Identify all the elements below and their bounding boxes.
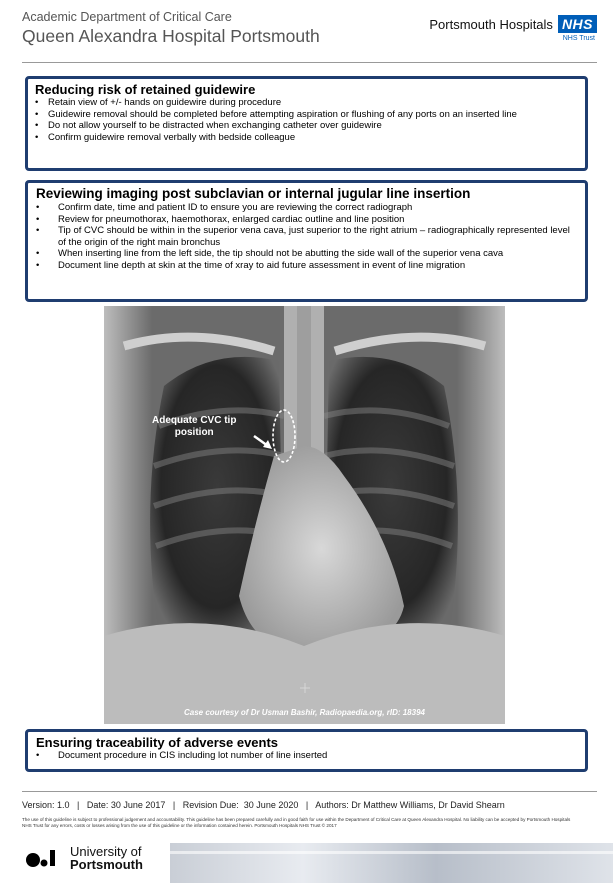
footer-decorative-banner (170, 843, 613, 883)
image-credit: Case courtesy of Dr Usman Bashir, Radiopaedia.org, rID: 18394 (184, 708, 425, 717)
bullet-item: • Do not allow yourself to be distracted when exchanging catheter over guidewire (35, 120, 578, 132)
xray-drawing (104, 306, 505, 724)
bullet-list (35, 97, 578, 143)
bullet-item: • Confirm date, time and patient ID to ensure you are reviewing the correct radiograph (36, 202, 577, 214)
trust-name: Portsmouth Hospitals (429, 16, 553, 32)
disclaimer-text: The use of this guideline is subject to professional judgement and accountability. This guideline has been prepared carefully and in good faith for use within the Department of Critical Care at Queen Alexandra Hospital. No liability can be accepted by Portsmouth Hospitals NHS Trust for any errors, costs or losses arising from the use of this guideline or the information contained herein. Portsmouth Hospitals NHS Trust © 2017 (22, 817, 571, 828)
nhs-trust-label: NHS Trust (562, 35, 595, 42)
trust-logo (429, 15, 597, 42)
university-logo (24, 845, 143, 871)
bullet-item: • Retain view of +/- hands on guidewire during procedure (35, 97, 578, 109)
document-header (22, 10, 320, 47)
version-line: Version: 1.0 | Date: 30 June 2017 | Revision Due: 30 June 2020 | Authors: Dr Matthew Williams, Dr David Shearn (22, 800, 505, 810)
bullet-list (36, 750, 577, 762)
cvc-tip-annotation (152, 415, 236, 439)
annotation-line: Adequate CVC tip (152, 415, 237, 426)
bullet-item: • Document line depth at skin at the time of xray to aid future assessment in event of line migration (36, 260, 577, 272)
chest-xray-image (104, 306, 505, 724)
bullet-item: • Review for pneumothorax, haemothorax, enlarged cardiac outline and line position (36, 214, 577, 226)
bullet-list (36, 202, 577, 271)
nhs-logo: NHS (558, 15, 597, 33)
annotation-line: position (174, 427, 214, 438)
bullet-item: • Document procedure in CIS including lot number of line inserted (36, 750, 577, 762)
university-logo-mark-icon (24, 846, 64, 870)
footer-divider (22, 791, 597, 792)
university-name-line1: University of (70, 844, 142, 859)
section-traceability (25, 729, 588, 772)
bullet-item: • Tip of CVC should be within in the superior vena cava, just superior to the right atrium – radiographically represented level of the origin of the right main bronchus (36, 225, 577, 248)
bullet-item: • Guidewire removal should be completed before attempting aspiration or flushing of any ports on an inserted line (35, 109, 578, 121)
header-divider (22, 62, 597, 63)
university-name-line2: Portsmouth (70, 857, 143, 872)
bullet-item: • When inserting line from the left side, the tip should not be abutting the side wall of the superior vena cava (36, 248, 577, 260)
section-title: Reducing risk of retained guidewire (35, 82, 256, 97)
section-title: Ensuring traceability of adverse events (36, 735, 279, 750)
bullet-item: • Confirm guidewire removal verbally with bedside colleague (35, 132, 578, 144)
section-retained-guidewire (25, 76, 588, 171)
section-reviewing-imaging (25, 180, 588, 302)
section-title: Reviewing imaging post subclavian or internal jugular line insertion (36, 186, 471, 201)
department-name: Academic Department of Critical Care (22, 10, 232, 24)
hospital-name: Queen Alexandra Hospital Portsmouth (22, 26, 320, 46)
